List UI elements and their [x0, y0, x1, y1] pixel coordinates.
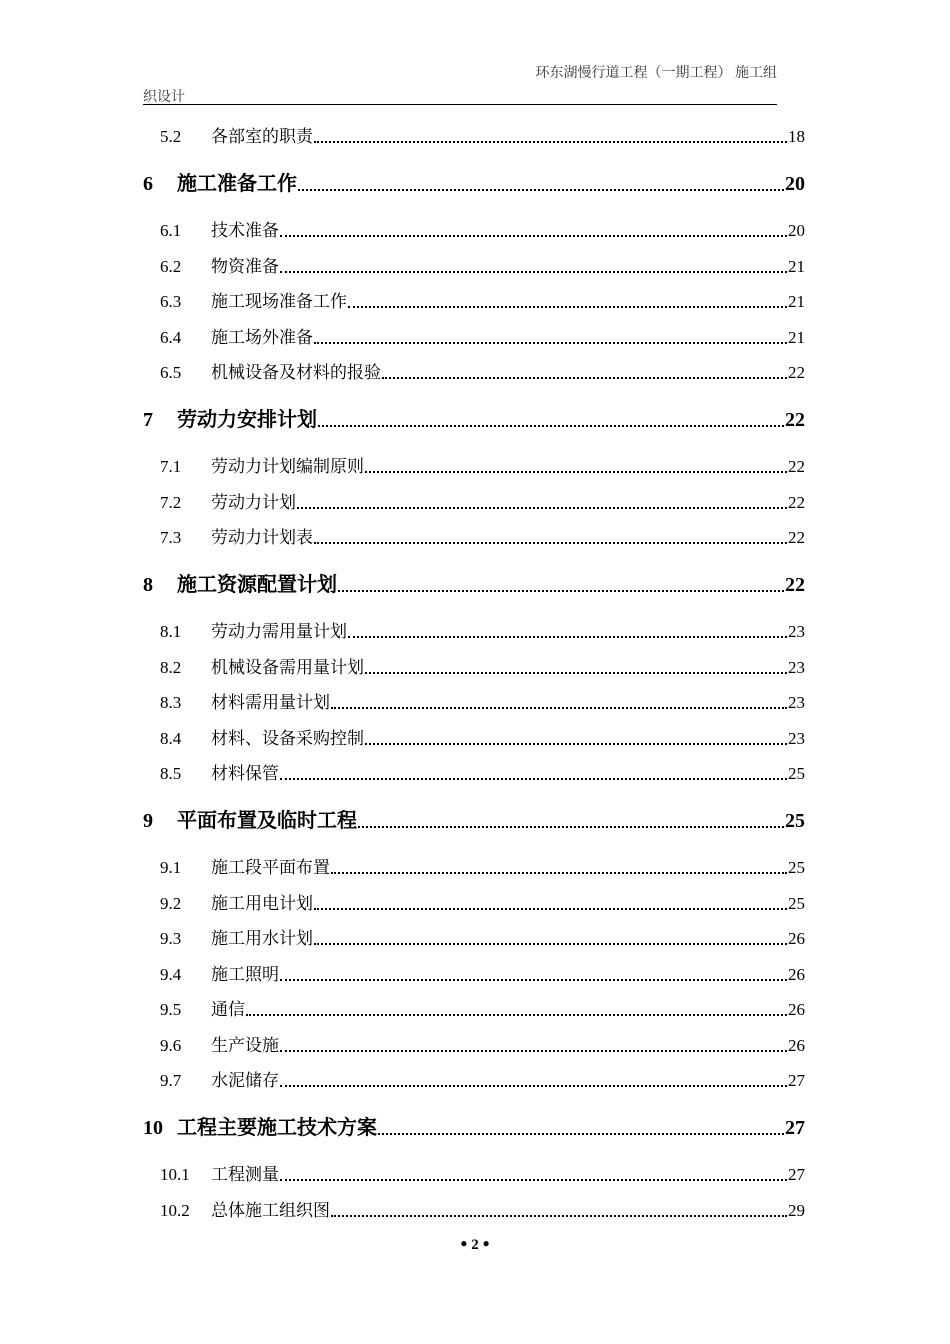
toc-dot-leader [365, 743, 787, 745]
toc-chapter-entry[interactable] [143, 170, 805, 198]
toc-chapter-entry[interactable] [143, 1114, 805, 1142]
toc-entry-page: 22 [788, 528, 805, 547]
toc-entry-title: 施工用电计划 [211, 893, 313, 913]
toc-entry-title: 劳动力安排计划 [177, 409, 317, 431]
toc-entry-number: 8.2 [160, 657, 182, 677]
toc-section-entry[interactable] [160, 727, 805, 751]
toc-dot-leader [314, 342, 787, 344]
toc-entry-title: 施工资源配置计划 [177, 574, 337, 596]
toc-entry-title: 施工现场准备工作 [211, 292, 347, 311]
toc-entry-number: 7.2 [160, 492, 182, 512]
toc-entry-number: 10 [143, 1117, 163, 1139]
toc-entry-page: 23 [788, 728, 805, 748]
toc-entry-title: 施工准备工作 [177, 173, 297, 195]
toc-chapter-entry[interactable] [143, 571, 805, 599]
toc-entry-number: 6 [143, 173, 153, 195]
toc-entry-page: 23 [788, 622, 805, 641]
toc-entry-number: 9.4 [160, 964, 182, 984]
toc-entry-number: 10.2 [160, 1200, 190, 1220]
toc-section-entry[interactable] [160, 1199, 805, 1223]
toc-entry-title: 施工照明 [211, 964, 279, 984]
bullet-icon: ● [482, 1236, 490, 1250]
toc-section-entry[interactable] [160, 361, 805, 385]
toc-entry-page: 29 [788, 1200, 805, 1220]
toc-entry-page: 27 [785, 1117, 805, 1139]
toc-entry-title: 施工场外准备 [211, 327, 313, 347]
toc-entry-title: 通信 [211, 1000, 245, 1019]
toc-entry-page: 25 [785, 810, 805, 832]
toc-dot-leader [280, 235, 787, 237]
toc-dot-leader [298, 189, 784, 191]
toc-section-entry[interactable] [160, 620, 805, 644]
toc-entry-page: 27 [788, 1165, 805, 1184]
page-number: 2 [471, 1237, 479, 1253]
toc-section-entry[interactable] [160, 856, 805, 880]
toc-dot-leader [318, 425, 784, 427]
toc-entry-page: 21 [788, 327, 805, 347]
toc-entry-number: 6.5 [160, 363, 182, 382]
toc-section-entry[interactable] [160, 255, 805, 279]
toc-entry-page: 26 [788, 929, 805, 948]
toc-dot-leader [314, 542, 787, 544]
toc-dot-leader [382, 377, 787, 379]
toc-entry-page: 25 [788, 858, 805, 877]
toc-section-entry[interactable] [160, 892, 805, 916]
toc-dot-leader [280, 778, 787, 780]
header-title-line1: 环东湖慢行道工程（一期工程） 施工组 [535, 66, 777, 81]
toc-entry-title: 劳动力计划编制原则 [211, 457, 364, 476]
toc-entry-page: 27 [788, 1071, 805, 1090]
toc-entry-number: 6.4 [160, 327, 182, 347]
toc-entry-title: 技术准备 [211, 221, 279, 240]
toc-dot-leader [378, 1133, 784, 1135]
toc-entry-number: 8.1 [160, 622, 182, 641]
toc-entry-number: 9.7 [160, 1071, 182, 1090]
toc-entry-title: 水泥储存 [211, 1071, 279, 1090]
toc-dot-leader [314, 908, 787, 910]
toc-chapter-entry[interactable] [143, 807, 805, 835]
toc-entry-number: 5.2 [160, 127, 182, 146]
toc-entry-page: 23 [788, 657, 805, 677]
toc-entry-number: 6.2 [160, 256, 182, 276]
toc-entry-page: 22 [785, 574, 805, 596]
toc-entry-number: 8.4 [160, 728, 182, 748]
toc-section-entry[interactable] [160, 963, 805, 987]
toc-entry-title: 施工用水计划 [211, 929, 313, 948]
toc-dot-leader [280, 1085, 787, 1087]
toc-section-entry[interactable] [160, 1069, 805, 1093]
toc-dot-leader [314, 141, 787, 143]
toc-entry-page: 25 [788, 893, 805, 913]
toc-entry-title: 材料、设备采购控制 [211, 728, 364, 748]
header-title-line2: 织设计 [143, 90, 185, 105]
toc-entry-number: 8.5 [160, 764, 182, 783]
toc-entry-number: 7.3 [160, 528, 182, 547]
toc-section-entry[interactable] [160, 491, 805, 515]
toc-entry-number: 8.3 [160, 693, 182, 712]
toc-entry-title: 平面布置及临时工程 [177, 810, 357, 832]
toc-entry-page: 26 [788, 1035, 805, 1055]
page-footer [0, 1236, 950, 1254]
toc-section-entry[interactable] [160, 1034, 805, 1058]
bullet-icon: ● [460, 1236, 468, 1250]
toc-dot-leader [331, 1215, 787, 1217]
toc-entry-page: 26 [788, 964, 805, 984]
toc-entry-title: 工程测量 [211, 1165, 279, 1184]
toc-entry-number: 9.3 [160, 929, 182, 948]
toc-entry-number: 8 [143, 574, 153, 596]
toc-section-entry[interactable] [160, 526, 805, 550]
toc-section-entry[interactable] [160, 656, 805, 680]
toc-entry-number: 9.2 [160, 893, 182, 913]
toc-dot-leader [331, 872, 787, 874]
toc-entry-number: 9.6 [160, 1035, 182, 1055]
toc-section-entry[interactable] [160, 927, 805, 951]
toc-entry-title: 材料保管 [211, 764, 279, 783]
toc-entry-page: 20 [785, 173, 805, 195]
toc-entry-page: 22 [788, 363, 805, 382]
header-divider [143, 104, 777, 105]
toc-dot-leader [331, 707, 787, 709]
toc-section-entry[interactable] [160, 219, 805, 243]
toc-section-entry[interactable] [160, 326, 805, 350]
toc-entry-title: 施工段平面布置 [211, 858, 330, 877]
toc-dot-leader [297, 507, 787, 509]
toc-dot-leader [280, 979, 787, 981]
page-header [143, 62, 777, 108]
toc-entry-title: 机械设备需用量计划 [211, 657, 364, 677]
toc-entry-page: 22 [788, 492, 805, 512]
toc-entry-title: 劳动力计划 [211, 492, 296, 512]
toc-dot-leader [280, 1050, 787, 1052]
toc-section-entry[interactable] [160, 762, 805, 786]
toc-entry-page: 20 [788, 221, 805, 240]
toc-entry-page: 26 [788, 1000, 805, 1019]
toc-dot-leader [348, 306, 787, 308]
toc-entry-title: 各部室的职责 [211, 127, 313, 146]
toc-dot-leader [365, 672, 787, 674]
toc-entry-number: 9.5 [160, 1000, 182, 1019]
toc-entry-page: 25 [788, 764, 805, 783]
toc-entry-number: 7 [143, 409, 153, 431]
toc-entry-page: 23 [788, 693, 805, 712]
toc-entry-page: 22 [785, 409, 805, 431]
toc-section-entry[interactable] [160, 691, 805, 715]
toc-entry-title: 工程主要施工技术方案 [177, 1117, 377, 1139]
toc-entry-title: 总体施工组织图 [211, 1200, 330, 1220]
toc-entry-number: 6.1 [160, 221, 182, 240]
toc-entry-page: 18 [788, 127, 805, 146]
toc-dot-leader [280, 271, 787, 273]
toc-entry-title: 劳动力需用量计划 [211, 622, 347, 641]
toc-entry-number: 6.3 [160, 292, 182, 311]
toc-chapter-entry[interactable] [143, 406, 805, 434]
toc-entry-number: 9.1 [160, 858, 182, 877]
toc-dot-leader [338, 590, 784, 592]
toc-entry-title: 生产设施 [211, 1035, 279, 1055]
toc-section-entry[interactable] [160, 290, 805, 314]
toc-section-entry[interactable] [160, 125, 805, 149]
toc-section-entry[interactable] [160, 455, 805, 479]
toc-entry-page: 21 [788, 292, 805, 311]
toc-dot-leader [246, 1014, 787, 1016]
toc-entry-title: 物资准备 [211, 256, 279, 276]
toc-section-entry[interactable] [160, 998, 805, 1022]
toc-dot-leader [365, 471, 787, 473]
toc-entry-title: 材料需用量计划 [211, 693, 330, 712]
toc-entry-number: 7.1 [160, 457, 182, 476]
toc-section-entry[interactable] [160, 1163, 805, 1187]
toc-entry-page: 22 [788, 457, 805, 476]
toc-dot-leader [348, 636, 787, 638]
toc-entry-number: 10.1 [160, 1165, 190, 1184]
toc-dot-leader [314, 943, 787, 945]
toc-entry-title: 机械设备及材料的报验 [211, 363, 381, 382]
toc-entry-title: 劳动力计划表 [211, 528, 313, 547]
toc-entry-page: 21 [788, 256, 805, 276]
toc-entry-number: 9 [143, 810, 153, 832]
toc-dot-leader [358, 826, 784, 828]
toc-dot-leader [280, 1179, 787, 1181]
